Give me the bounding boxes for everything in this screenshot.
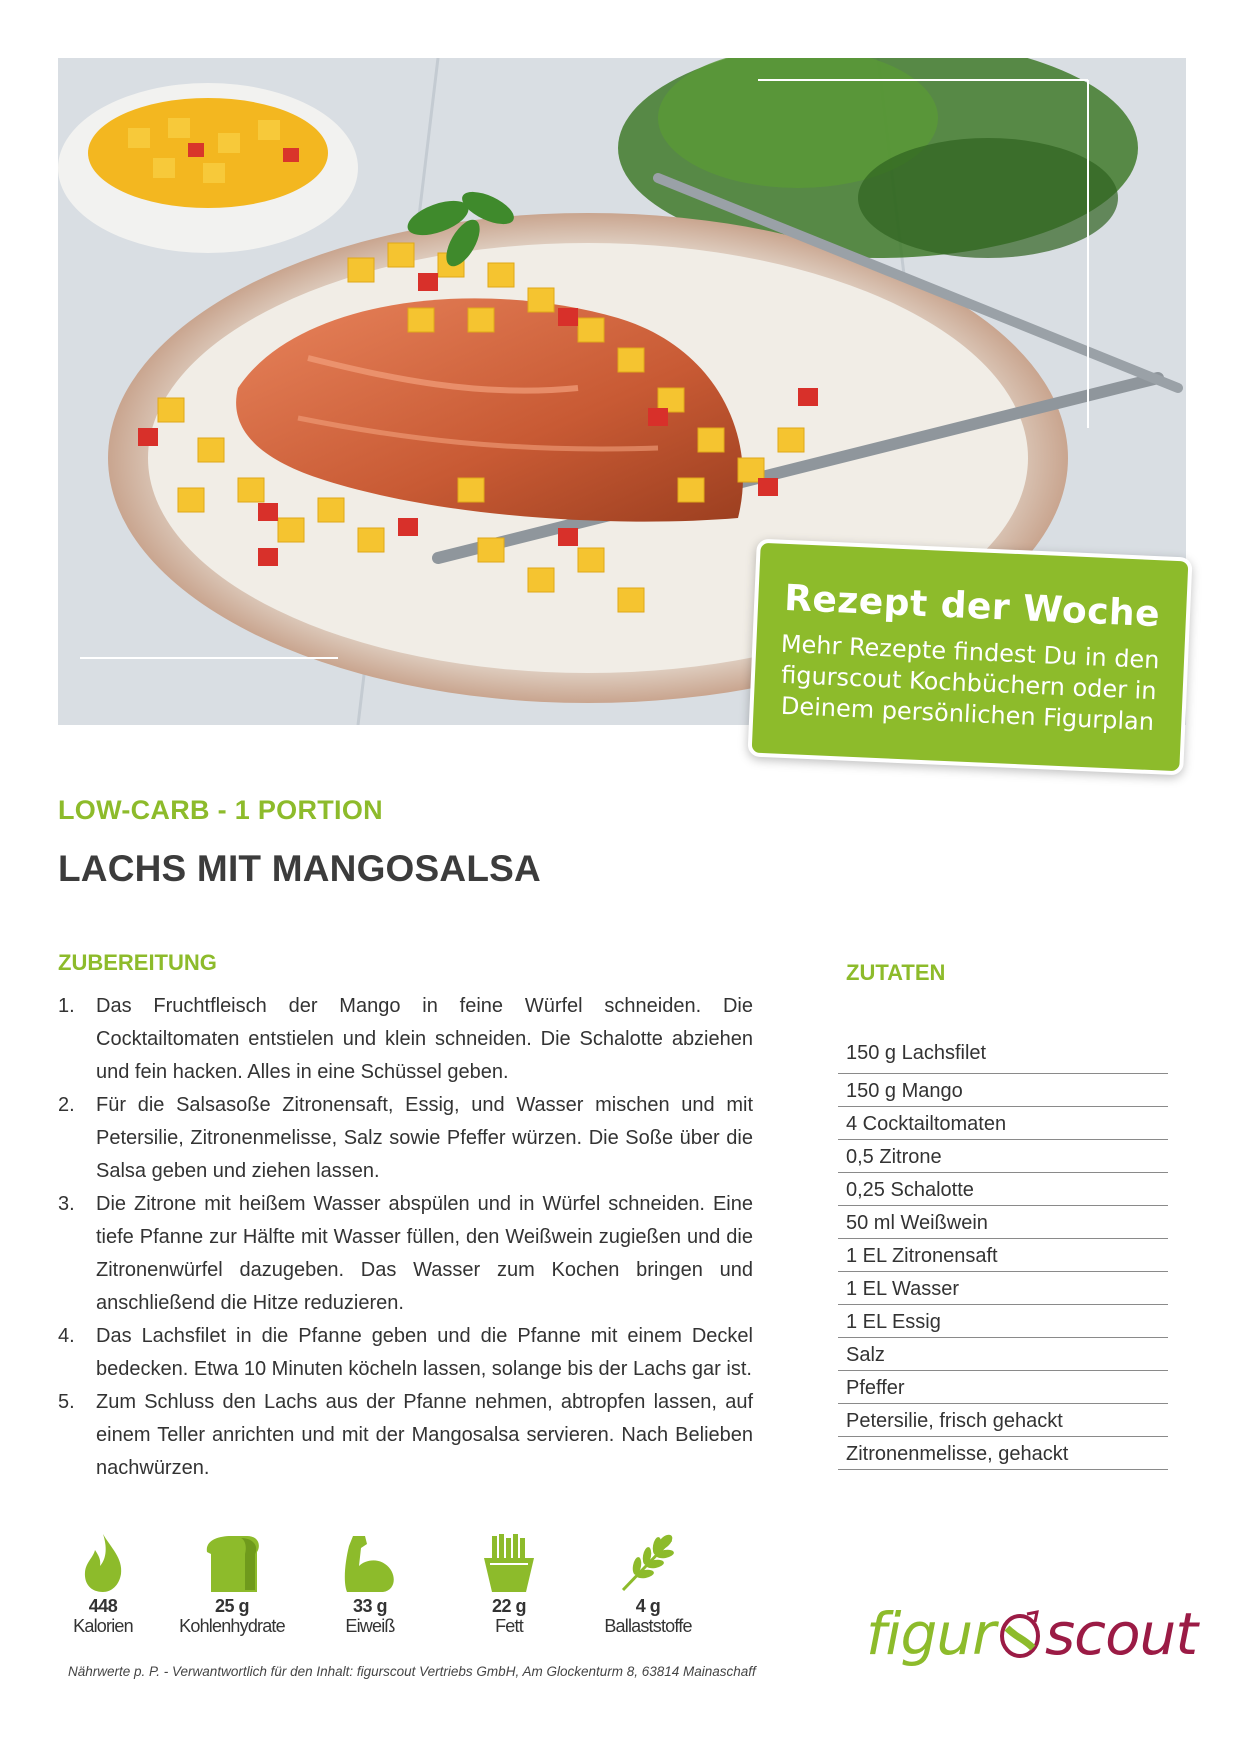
- logo-part-scout: scout: [1044, 1600, 1198, 1668]
- muscle-arm-icon: [339, 1532, 401, 1594]
- logo-symbol-icon: [997, 1606, 1043, 1674]
- ingredients-heading: ZUTATEN: [846, 960, 946, 985]
- step-number: 2.: [58, 1094, 75, 1116]
- nutrition-value: 4 g: [635, 1596, 661, 1616]
- recipe-title: LACHS MIT MANGOSALSA: [58, 848, 541, 889]
- logo-part-figur: figur: [866, 1600, 995, 1668]
- flame-icon: [81, 1532, 125, 1594]
- wheat-icon: [617, 1532, 679, 1594]
- step-text: Zum Schluss den Lachs aus der Pfanne nehmen, abtropfen lassen, auf einem Teller anrichten und mit der Mangosalsa servieren. Nach Belieben nachwürzen.: [96, 1391, 753, 1479]
- recipe-of-week-banner: [747, 539, 1192, 776]
- preparation-step: [58, 990, 753, 1089]
- step-number: 3.: [58, 1193, 75, 1215]
- nutrition-value: 448: [88, 1596, 118, 1616]
- nutrition-label: Eiweiß: [345, 1616, 395, 1636]
- step-text: Das Lachsfilet in die Pfanne geben und die Pfanne mit einem Deckel bedecken. Etwa 10 Minuten köcheln lassen, solange bis der Lachs gar ist.: [96, 1325, 753, 1380]
- bread-icon: [201, 1532, 263, 1594]
- preparation-step: [58, 1386, 753, 1485]
- ingredient-item: 1 EL Wasser: [838, 1272, 1168, 1305]
- nutrition-label: Ballaststoffe: [604, 1616, 692, 1636]
- ingredient-item: 0,5 Zitrone: [838, 1140, 1168, 1173]
- footer-note: Nährwerte p. P. - Verwantwortlich für den Inhalt: figurscout Vertriebs GmbH, Am Glockenturm 8, 63814 Mainaschaff: [68, 1664, 756, 1679]
- banner-title: Rezept der Woche: [783, 577, 1161, 636]
- step-number: 4.: [58, 1325, 75, 1347]
- preparation-heading: ZUBEREITUNG: [58, 950, 217, 975]
- nutrition-label: Kalorien: [73, 1616, 133, 1636]
- preparation-step: [58, 1188, 753, 1320]
- step-text: Das Fruchtfleisch der Mango in feine Würfel schneiden. Die Cocktailtomaten entstielen und klein schneiden. Die Schalotte abziehen und fein hacken. Alles in eine Schüssel geben.: [96, 995, 753, 1083]
- ingredients-list: [838, 1036, 1168, 1470]
- step-number: 1.: [58, 995, 75, 1017]
- nutrition-carbs: [157, 1532, 307, 1635]
- ingredient-item: 4 Cocktailtomaten: [838, 1107, 1168, 1140]
- ingredient-item: Salz: [838, 1338, 1168, 1371]
- preparation-steps: [58, 990, 753, 1485]
- nutrition-value: 33 g: [352, 1596, 388, 1616]
- nutrition-calories: [28, 1532, 178, 1635]
- ingredient-item: 50 ml Weißwein: [838, 1206, 1168, 1239]
- figurscout-logo: [866, 1600, 1197, 1674]
- nutrition-protein: [295, 1532, 445, 1635]
- ingredient-item: Zitronenmelisse, gehackt: [838, 1437, 1168, 1470]
- ingredient-item: Petersilie, frisch gehackt: [838, 1404, 1168, 1437]
- nutrition-value: 22 g: [491, 1596, 527, 1616]
- ingredient-item: 1 EL Essig: [838, 1305, 1168, 1338]
- recipe-category: LOW-CARB - 1 PORTION: [58, 795, 383, 825]
- nutrition-value: 25 g: [214, 1596, 250, 1616]
- ingredient-item: Pfeffer: [838, 1371, 1168, 1404]
- ingredient-item: 150 g Lachsfilet: [838, 1036, 1168, 1074]
- fries-icon: [478, 1532, 540, 1594]
- ingredient-item: 150 g Mango: [838, 1074, 1168, 1107]
- ingredient-item: 1 EL Zitronensaft: [838, 1239, 1168, 1272]
- nutrition-fiber: [573, 1532, 723, 1635]
- step-text: Für die Salsasoße Zitronensaft, Essig, und Wasser mischen und mit Petersilie, Zitronenmelisse, Salz sowie Pfeffer würzen. Die Soße über die Salsa geben und ziehen lassen.: [96, 1094, 753, 1182]
- nutrition-label: Fett: [495, 1616, 523, 1636]
- step-text: Die Zitrone mit heißem Wasser abspülen und in Würfel schneiden. Eine tiefe Pfanne zur Hälfte mit Wasser füllen, den Weißwein zugießen und die Zitronenwürfel dazugeben. Das Wasser zum Kochen bringen und anschließend die Hitze reduzieren.: [96, 1193, 753, 1314]
- preparation-step: [58, 1089, 753, 1188]
- preparation-step: [58, 1320, 753, 1386]
- nutrition-fat: [434, 1532, 584, 1635]
- ingredient-item: 0,25 Schalotte: [838, 1173, 1168, 1206]
- nutrition-label: Kohlenhydrate: [179, 1616, 285, 1636]
- banner-text: Mehr Rezepte findest Du in den figurscout Kochbüchern oder in Deinem persönlichen Figurplan: [780, 629, 1161, 737]
- step-number: 5.: [58, 1391, 75, 1413]
